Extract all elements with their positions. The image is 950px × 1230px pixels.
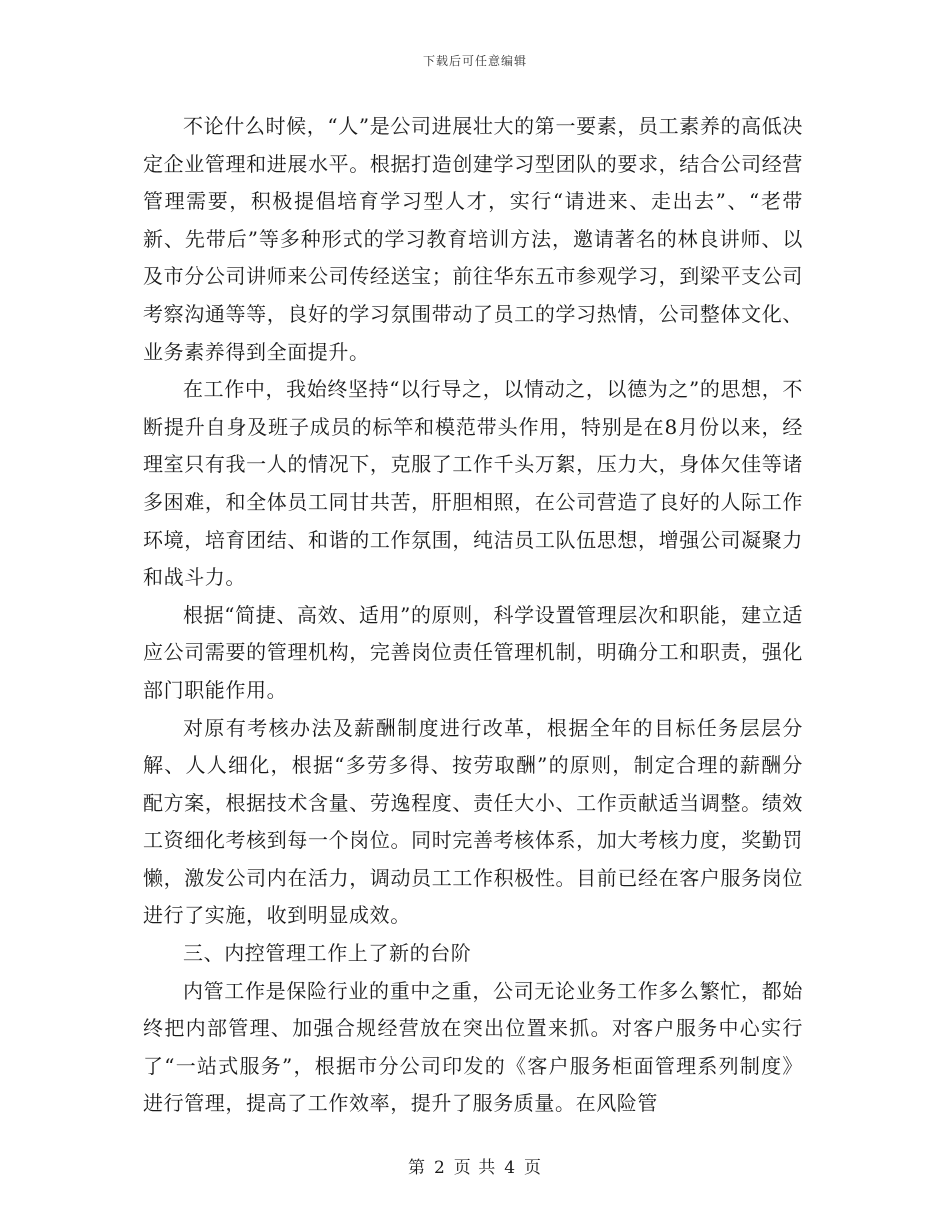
section-heading-internal-control: 三、内控管理工作上了新的台阶 bbox=[183, 941, 472, 966]
paragraph-internal-control: 内管工作是保险行业的重中之重，公司无论业务工作多么繁忙，都始终把内部管理、加强合规经营放在突出位置来抓。对客户服务中心实行了“一站式服务”，根据市分公司印发的《客户服务柜面管理系列制度》进行管理，提高了工作效率，提升了服务质量。在风险管 bbox=[143, 978, 803, 1116]
total-page-count: 4 bbox=[504, 1158, 517, 1178]
page-footer bbox=[0, 1153, 950, 1178]
page-number-suffix: 页 bbox=[524, 1158, 543, 1178]
page-number-prefix: 第 bbox=[407, 1158, 426, 1178]
current-page-number: 2 bbox=[433, 1158, 446, 1178]
paragraph-compensation-reform: 对原有考核办法及薪酬制度进行改革，根据全年的目标任务层层分解、人人细化，根据“多劳多得、按劳取酬”的原则，制定合理的薪酬分配方案，根据技术含量、劳逸程度、责任大小、工作贡献适当调整。绩效工资细化考核到每一个岗位。同时完善考核体系，加大考核力度，奖勤罚懒，激发公司内在活力，调动员工工作积极性。目前已经在客户服务岗位进行了实施，收到明显成效。 bbox=[143, 715, 803, 928]
page-header: 下载后可任意编辑 bbox=[422, 54, 527, 68]
paragraph-leadership: 在工作中，我始终坚持“以行导之，以情动之，以德为之”的思想，不断提升自身及班子成员的标竿和模范带头作用，特别是在8月份以来，经理室只有我一人的情况下，克服了工作千头万絮，压力大，身体欠佳等诸多困难，和全体员工同甘共苦，肝胆相照，在公司营造了良好的人际工作环境，培育团结、和谐的工作氛围，纯洁员工队伍思想，增强公司凝聚力和战斗力。 bbox=[143, 377, 803, 590]
page-number-middle: 页 共 bbox=[453, 1158, 497, 1178]
paragraph-organization: 根据“简捷、高效、适用”的原则，科学设置管理层次和职能，建立适应公司需要的管理机构，完善岗位责任管理机制，明确分工和职责，强化部门职能作用。 bbox=[143, 602, 803, 702]
document-body bbox=[143, 108, 803, 1123]
paragraph-talent-training: 不论什么时候，“人”是公司进展壮大的第一要素，员工素养的高低决定企业管理和进展水平。根据打造创建学习型团队的要求，结合公司经营管理需要，积极提倡培育学习型人才，实行“请进来、走出去”、“老带新、先带后”等多种形式的学习教育培训方法，邀请著名的林良讲师、以及市分公司讲师来公司传经送宝；前往华东五市参观学习，到梁平支公司考察沟通等等，良好的学习氛围带动了员工的学习热情，公司整体文化、业务素养得到全面提升。 bbox=[143, 114, 803, 364]
